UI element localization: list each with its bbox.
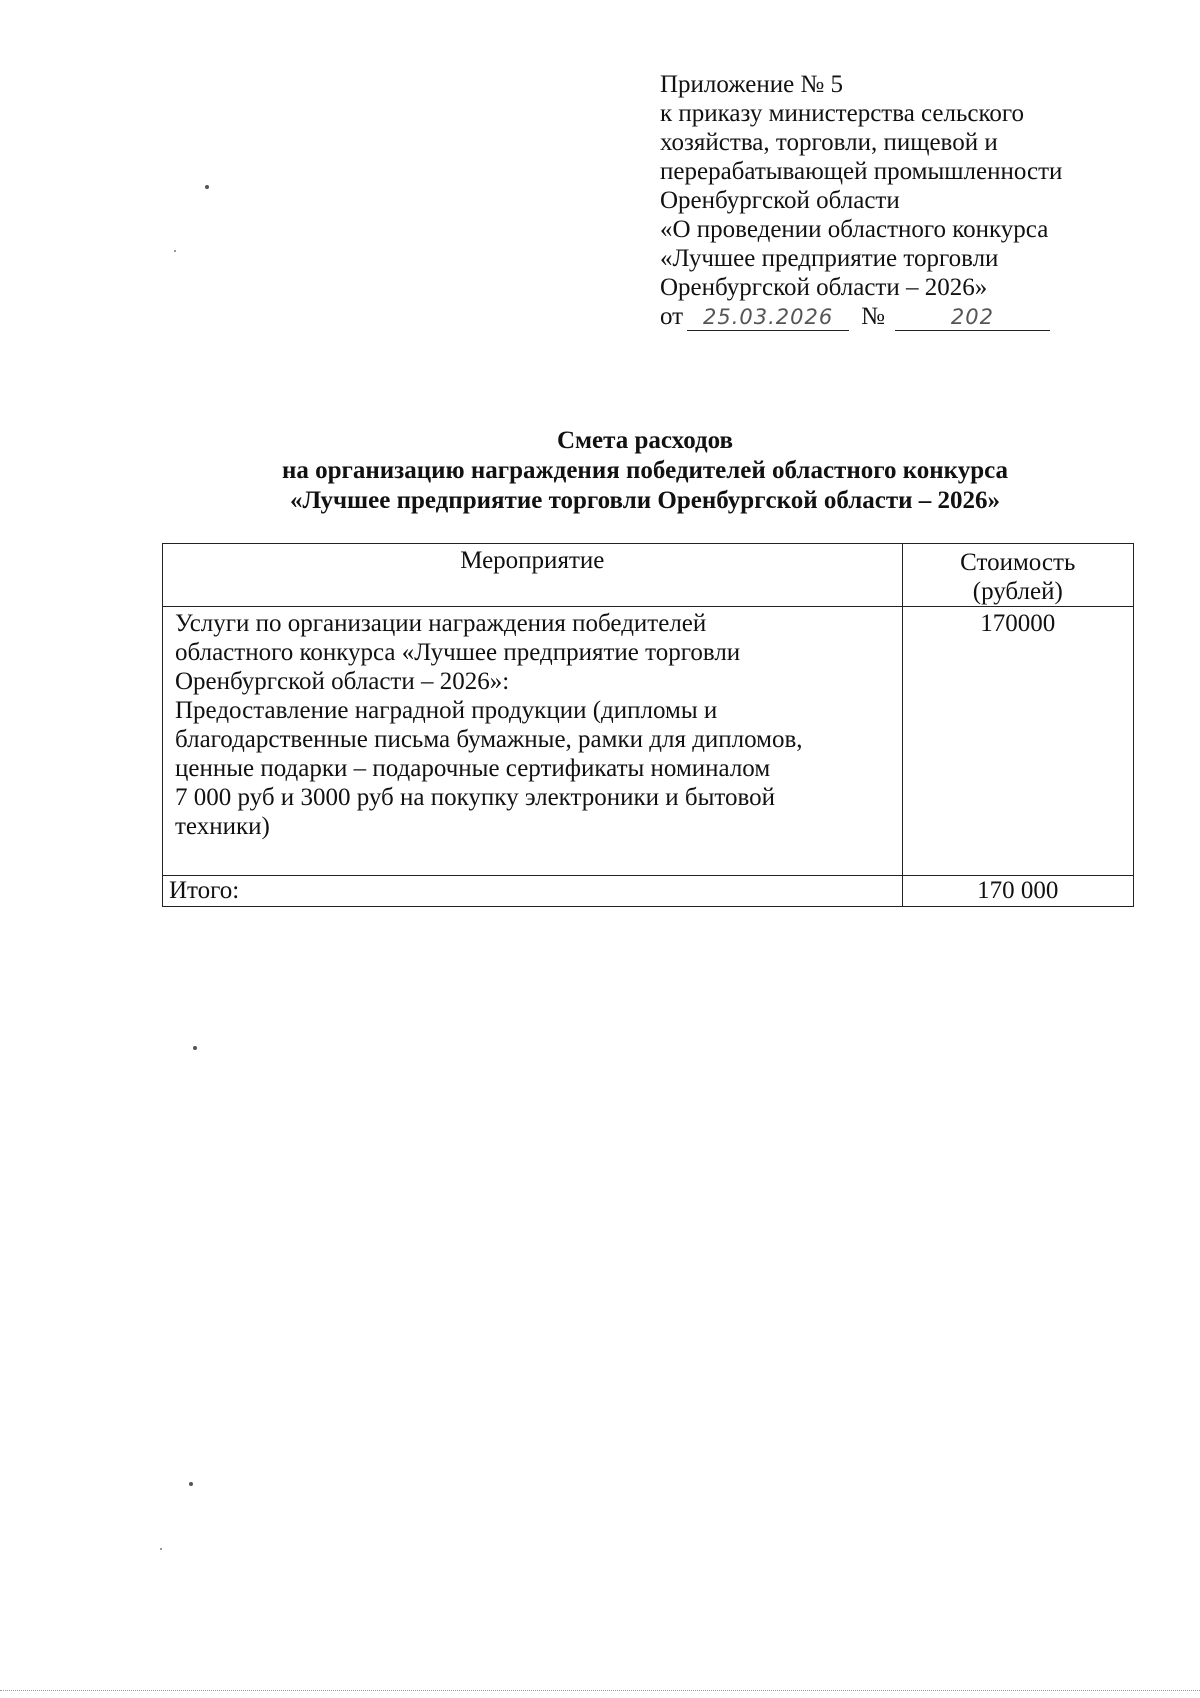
date-prefix: от (660, 303, 684, 330)
scan-speck (189, 1482, 193, 1486)
appendix-line: хозяйства, торговли, пищевой и (660, 129, 998, 156)
order-date-number (660, 302, 1160, 331)
appendix-line: перерабатывающей промышленности (660, 158, 1063, 185)
event-description (163, 607, 903, 876)
handwritten-date: 25.03.2026 (687, 304, 849, 331)
title-line: «Лучшее предприятие торговли Оренбургской области – 2026» (289, 487, 1001, 514)
appendix-line: Приложение № 5 (660, 71, 844, 98)
header-cost-line: (рублей) (972, 578, 1063, 605)
scan-speck (205, 185, 209, 189)
title-line: на организацию награждения победителей областного конкурса (281, 457, 1009, 484)
appendix-line: Оренбургской области (660, 187, 900, 214)
event-cost: 170000 (902, 607, 1133, 876)
appendix-line: «О проведении областного конкурса (660, 216, 1049, 243)
scan-speck (193, 1046, 197, 1050)
description-line: Оренбургской области – 2026»: (175, 668, 510, 695)
header-event: Мероприятие (163, 544, 903, 607)
total-label: Итого: (163, 876, 903, 907)
header-cost (902, 544, 1133, 607)
description-line: ценные подарки – подарочные сертификаты номиналом (175, 755, 771, 782)
appendix-block (660, 70, 1160, 331)
header-cost-line: Стоимость (960, 549, 1076, 576)
appendix-line: к приказу министерства сельского (660, 100, 1025, 127)
total-value: 170 000 (902, 876, 1133, 907)
handwritten-number: 202 (895, 304, 1050, 331)
document-title (150, 426, 1140, 516)
title-line: Смета расходов (556, 427, 734, 454)
table-total-row (163, 876, 1134, 907)
description-line: 7 000 руб и 3000 руб на покупку электроники и бытовой (175, 784, 775, 811)
description-line: Услуги по организации награждения победителей (175, 610, 707, 637)
description-line: областного конкурса «Лучшее предприятие торговли (175, 639, 741, 666)
description-line: благодарственные письма бумажные, рамки для дипломов, (175, 726, 803, 753)
estimate-table (162, 543, 1134, 907)
appendix-line: Оренбургской области – 2026» (660, 274, 988, 301)
scan-edge-line (0, 1690, 1200, 1691)
description-line: Предоставление наградной продукции (дипломы и (175, 697, 718, 724)
table-header-row (163, 544, 1134, 607)
scan-speck (160, 1548, 162, 1550)
table-row (163, 607, 1134, 876)
scan-speck (174, 250, 176, 252)
number-prefix: № (861, 303, 885, 330)
appendix-line: «Лучшее предприятие торговли (660, 245, 999, 272)
description-line: техники) (175, 813, 270, 840)
